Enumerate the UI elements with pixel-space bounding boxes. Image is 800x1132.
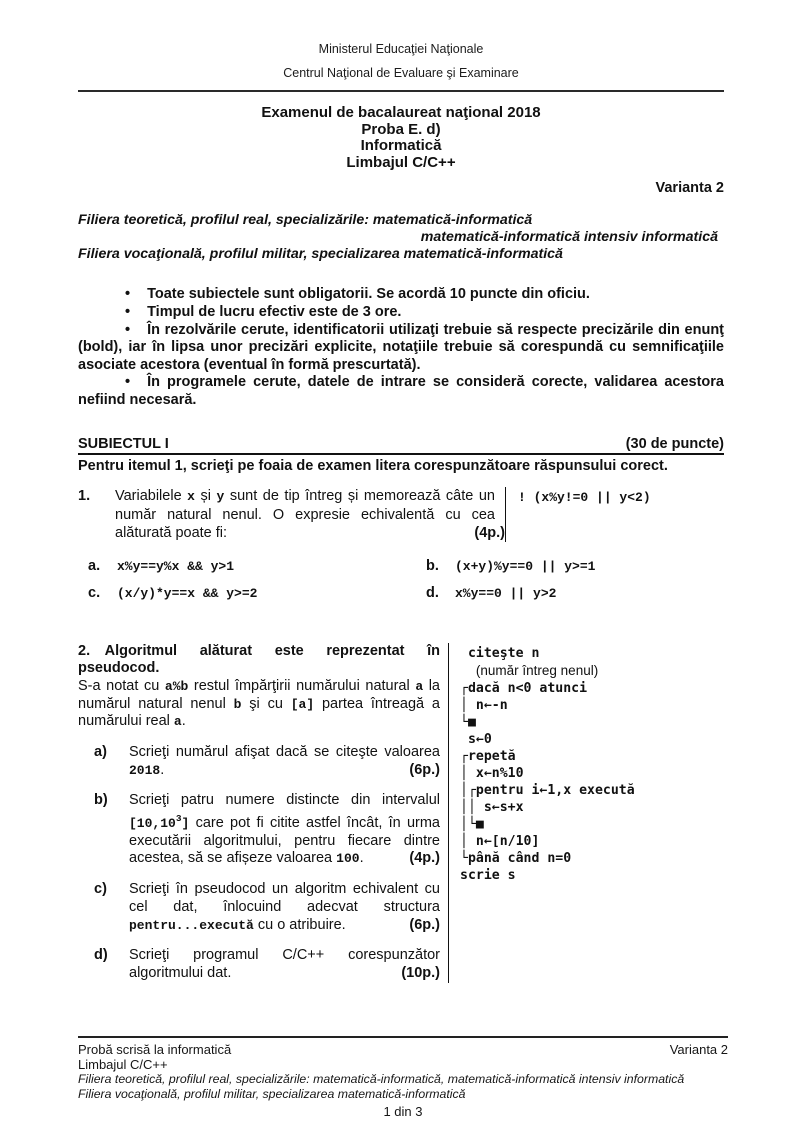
header-rule [78, 90, 724, 92]
option-d [426, 585, 724, 601]
q2-item-b-letter: b) [94, 792, 108, 809]
option-c-expression: (x/y)*y==x && y>=2 [117, 585, 258, 601]
option-b [426, 558, 724, 574]
notice-text: În programele cerute, datele de intrare se consideră corecte, validarea acestora nefiind necesară. [78, 374, 724, 408]
question-1-text [115, 487, 505, 542]
exam-title-block [78, 105, 724, 171]
question-2 [78, 643, 724, 983]
footer-language: Limbajul C/C++ [78, 1057, 168, 1072]
q2-item-b-points: (4p.) [409, 850, 440, 867]
q2-item-d [94, 947, 440, 982]
q2-item-c [94, 881, 440, 934]
filiera-block [78, 212, 724, 262]
option-c [88, 585, 426, 601]
q2-item-c-letter: c) [94, 881, 107, 898]
question-2-statement: 2. Algoritmul alăturat este reprezentat în pseudocod. [78, 642, 440, 677]
option-d-expression: x%y==0 || y>2 [455, 585, 557, 601]
footer-rule [78, 1036, 728, 1038]
exam-title-line4: Limbajul C/C++ [346, 153, 456, 171]
subject-heading-row [78, 436, 724, 455]
exam-title-line3: Informatică [360, 137, 442, 154]
q2-item-c-body [129, 881, 440, 934]
option-a [88, 558, 426, 574]
q2-item-a-points: (6p.) [409, 761, 440, 778]
bullet-icon: • [125, 303, 131, 320]
question-2-items [78, 744, 440, 983]
notice-item [78, 322, 724, 375]
footer-row [78, 1042, 728, 1057]
bullet-icon: • [125, 374, 131, 391]
notice-text: Toate subiectele sunt obligatorii. Se acordă 10 puncte din oficiu. [147, 286, 590, 303]
option-a-expression: x%y==y%x && y>1 [117, 558, 235, 574]
q2-item-d-body [129, 947, 440, 982]
footer-subject: Probă scrisă la informatică [78, 1042, 232, 1057]
page-footer [78, 1036, 728, 1119]
notice-item [78, 374, 724, 409]
q2-item-b [94, 792, 440, 868]
footer-variant: Varianta 2 [669, 1042, 728, 1057]
option-d-letter: d. [426, 584, 439, 601]
page-number: 1 din 3 [383, 1104, 423, 1119]
option-b-letter: b. [426, 557, 439, 574]
ministry-line: Ministerul Educaţiei Naţionale [318, 42, 484, 56]
subject-heading: SUBIECTUL I [78, 435, 169, 452]
notice-text: În rezolvările cerute, identificatorii utilizaţi trebuie să respecte precizările din enunţ (bold), iar în lipsa unor precizări explicite, notaţiile trebuie să corespundă cu semnificaţiile asociate acestora (eventual în formă prescurtată). [78, 321, 724, 373]
q2-item-c-points: (6p.) [409, 916, 440, 933]
option-b-expression: (x+y)%y==0 || y>=1 [455, 558, 596, 574]
filiera-line2: matematică-informatică intensiv informatică [420, 228, 718, 245]
pseudocode-block: citeşte n (număr întreg nenul) ┌dacă n<0 atunci │ n←-n └■ s←0 ┌repetă │ x←n%10 │┌pentru i←1,x execută ││ s←s+x │└■ │ n←[n/10] └până când n=0 scrie s [460, 645, 635, 883]
q2-item-d-points: (10p.) [401, 964, 440, 981]
notice-item [78, 286, 724, 304]
q2-item-d-text: Scrieţi programul C/C++ corespunzător algoritmului dat. [129, 947, 440, 981]
question-2-left-column [78, 643, 440, 983]
question-2-right-column [449, 643, 635, 983]
q2-item-a-body [129, 744, 440, 779]
bullet-icon: • [125, 321, 131, 338]
q2-item-d-letter: d) [94, 947, 108, 964]
question-1-points: (4p.) [474, 524, 505, 541]
notice-item [78, 304, 724, 322]
bullet-icon: • [125, 286, 131, 303]
exam-title-line2: Proba E. d) [361, 120, 441, 138]
option-a-letter: a. [88, 557, 101, 574]
q2-item-a-letter: a) [94, 744, 107, 761]
option-c-letter: c. [88, 584, 101, 601]
question-1-statement: Variabilele x și y sunt de tip întreg și memorează câte un număr natural nenul. O expresie echivalentă cu cea alăturată poate fi: [115, 487, 495, 541]
subject-instruction: Pentru itemul 1, scrieţi pe foaia de examen litera corespunzătoare răspunsului corect. [78, 457, 668, 474]
ministry-header [78, 42, 724, 80]
q2-item-b-text: Scrieţi patru numere distincte din intervalul [10,10$^3$] care pot fi citite astfel încât, în urma executării algoritmului, pentru fiecare dintre acestea, să se afișeze valoarea 100. [129, 792, 440, 867]
footer-filiera-2: Filiera vocaţională, profilul militar, specializarea matematică-informatică [78, 1086, 466, 1101]
q2-item-c-text: Scrieţi în pseudocod un algoritm echivalent cu cel dat, înlocuind adecvat structura pentru...execută cu o atribuire. [129, 881, 440, 933]
notice-text: Timpul de lucru efectiv este de 3 ore. [147, 303, 402, 320]
filiera-line3: Filiera vocaţională, profilul militar, specializarea matematică-informatică [78, 245, 563, 262]
question-1-number: 1. [78, 487, 91, 504]
question-1-expression: ! (x%y!=0 || y<2) [518, 489, 651, 505]
subject-points: (30 de puncte) [625, 435, 724, 452]
filiera-line1: Filiera teoretică, profilul real, specializările: matematică-informatică [78, 212, 533, 228]
question-2-notation: S-a notat cu a%b restul împărţirii numărului natural a la numărul natural nenul b şi cu [a] partea întreagă a numărului real a. [78, 677, 440, 730]
exam-title-line1: Examenul de bacalaureat naţional 2018 [261, 104, 541, 121]
q2-item-a [94, 744, 440, 779]
variant-label-top: Varianta 2 [655, 180, 724, 196]
q2-item-b-body [129, 792, 440, 868]
footer-filiera-1: Filiera teoretică, profilul real, specializările: matematică-informatică, matematică-informatică intensiv informatică [78, 1072, 685, 1086]
question-1-options [88, 558, 724, 601]
question-1 [78, 487, 724, 542]
notice-list [78, 286, 724, 409]
q2-item-a-text: Scrieţi numărul afişat dacă se citeşte valoarea 2018. [129, 744, 440, 778]
evaluation-center-line: Centrul Naţional de Evaluare şi Examinare [283, 66, 519, 80]
